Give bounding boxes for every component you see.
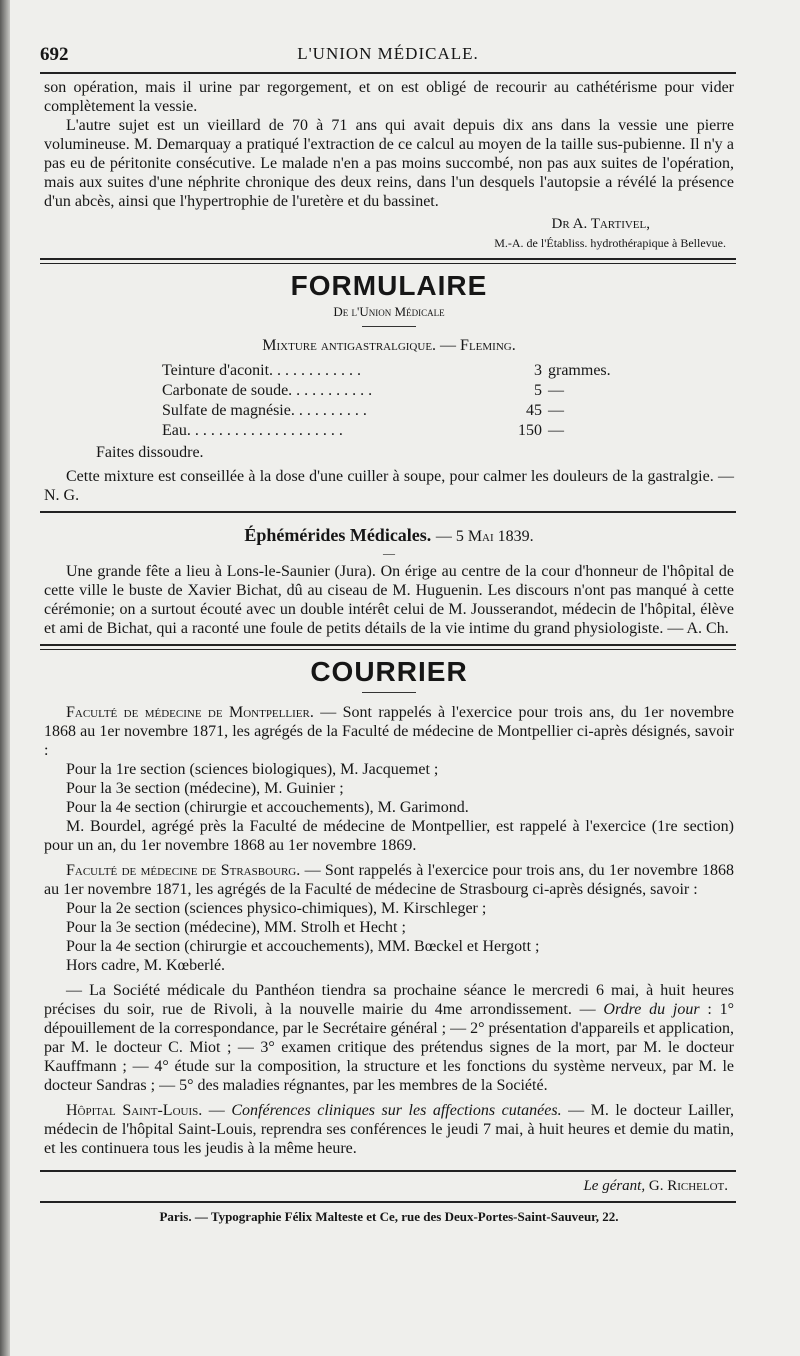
ingredient-list	[44, 361, 734, 441]
hopital-paragraph	[44, 1101, 734, 1158]
strasbourg-list-item: Pour la 4e section (chirurgie et accouchements), MM. Bœckel et Hergott ;	[66, 938, 540, 955]
ephemerides-date: — 5 Mai 1839.	[435, 528, 534, 545]
strasbourg-text: — Sont rappelés à l'exercice pour trois ans, du 1er novembre 1868 au 1er novembre 1871, les agrégés de la Faculté de médecine de Strasbourg ci-après désignés, savoir :	[44, 862, 734, 898]
pantheon-paragraph	[44, 981, 734, 1095]
ephemerides-separator: —	[383, 546, 395, 560]
courrier-title: COURRIER	[310, 656, 468, 687]
formulaire-section	[44, 270, 734, 505]
ingredient-unit: —	[548, 402, 564, 419]
ingredient-name: Sulfate de magnésie. . . . . . . . . .	[162, 402, 367, 419]
ingredient-qty: 45	[526, 402, 542, 419]
ingredient-row	[44, 421, 734, 441]
page-header	[40, 38, 736, 74]
hopital-separator: —	[202, 1102, 232, 1119]
hopital-heading: Hôpital Saint-Louis.	[66, 1102, 203, 1119]
recipe-instruction: Faites dissoudre.	[96, 444, 204, 461]
pantheon-rest: : 1° dépouillement de la correspondance, par le Secrétaire général ; — 2° présentation d'appareils et application, par M. le docteur C. Miot ; — 3° examen critique des prétendus signes de la mort, par M. le docteur Kauffmann ; — 4° étude sur la composition, la structure et les fonctions du système nerveux, par M. le docteur Sandras ; — 5° des maladies régnantes, par les membres de la Société.	[44, 1001, 735, 1094]
author-title: M.-A. de l'Établiss. hydrothérapique à Bellevue.	[494, 236, 726, 250]
footer-divider	[40, 1170, 736, 1172]
intro-section	[44, 78, 734, 252]
short-divider	[362, 692, 416, 693]
ephemerides-heading	[44, 525, 734, 546]
pantheon-lead: — La Société médicale du Panthéon tiendra sa prochaine séance le mercredi 6 mai, à huit heures précises du soir, rue de Rivoli, à la nouvelle mairie du 4me arrondissement. —	[44, 982, 734, 1018]
strasbourg-heading: Faculté de médecine de Strasbourg.	[66, 862, 301, 879]
short-divider	[362, 326, 416, 327]
intro-paragraph-2: L'autre sujet est un vieillard de 70 à 71 ans qui avait depuis dix ans dans la vessie une pierre volumineuse. M. Demarquay a pratiqué l'extraction de ce calcul au moyen de la taille sus-pubienne. Il n'y a pas eu de péritonite consécutive. Le malade n'en a pas moins succombé, non pas aux suites de l'opération, mais aux suites d'une néphrite chronique des deux reins, dans l'un desquels l'autopsie a révélé la présence d'un abcès, ainsi que l'hypertrophie de l'uretère et du bassinet.	[44, 117, 734, 210]
running-title: L'UNION MÉDICALE.	[297, 44, 479, 63]
ephemerides-title: Éphémérides Médicales.	[244, 525, 432, 545]
montpellier-paragraph	[44, 703, 734, 760]
gerant-signature	[44, 1178, 734, 1195]
gerant-role: Le gérant,	[583, 1178, 646, 1194]
page-number: 692	[40, 44, 69, 65]
pantheon-order-label: Ordre du jour	[603, 1001, 700, 1018]
hopital-text: — M. le docteur Lailler, médecin de l'hôpital Saint-Louis, reprendra ses conférences le jeudi 7 mai, à huit heures et demie du matin, et les continuera tous les jeudis à la même heure.	[44, 1102, 735, 1157]
author-signature: Dr A. Tartivel,	[551, 216, 650, 232]
ingredient-name: Eau. . . . . . . . . . . . . . . . . . . .	[162, 422, 343, 439]
section-divider	[40, 258, 736, 264]
strasbourg-paragraph	[44, 861, 734, 899]
recipe-title: Mixture antigastralgique. — Fleming.	[262, 337, 516, 354]
ingredient-row	[44, 381, 734, 401]
strasbourg-list-item: Pour la 2e section (sciences physico-chimiques), M. Kirschleger ;	[66, 900, 487, 917]
ingredient-unit: —	[548, 382, 564, 399]
ephemerides-section	[44, 525, 734, 638]
strasbourg-list-item: Hors cadre, M. Kœberlé.	[66, 957, 226, 974]
ingredient-name: Teinture d'aconit. . . . . . . . . . . .	[162, 362, 362, 379]
bourdel-paragraph: M. Bourdel, agrégé près la Faculté de médecine de Montpellier, est rappelé à l'exercice (1re section) pour un an, du 1er novembre 1868 au 1er novembre 1869.	[44, 818, 734, 854]
ingredient-qty: 5	[534, 382, 542, 399]
montpellier-list-item: Pour la 4e section (chirurgie et accouchements), M. Garimond.	[66, 799, 469, 816]
ingredient-unit: grammes.	[548, 362, 611, 379]
ingredient-row	[44, 361, 734, 381]
ephemerides-text: Une grande fête a lieu à Lons-le-Saunier (Jura). On érige au centre de la cour d'honneur de l'hôpital de cette ville le buste de Xavier Bichat, dû au ciseau de M. Huguenin. Les discours n'ont pas manqué à cette cérémonie; on a surtout écouté avec un double intérêt celui de M. Jousserandot, médecin de l'hôpital, élève et ami de Bichat, qui a raconté une foule de petits détails de la vie intime du grand physiologiste. — A. Ch.	[44, 563, 734, 637]
ingredient-row	[44, 401, 734, 421]
montpellier-text: — Sont rappelés à l'exercice pour trois ans, du 1er novembre 1868 au 1er novembre 1871, les agrégés de la Faculté de médecine de Montpellier ci-après désignés, savoir :	[44, 704, 734, 759]
ingredient-qty: 150	[518, 422, 542, 439]
printer-imprint: Paris. — Typographie Félix Malteste et Ce, rue des Deux-Portes-Saint-Sauveur, 22.	[159, 1209, 619, 1224]
section-divider	[40, 511, 736, 513]
formulaire-title: FORMULAIRE	[290, 270, 488, 301]
recipe-note: Cette mixture est conseillée à la dose d'une cuiller à soupe, pour calmer les douleurs de la gastralgie. — N. G.	[44, 468, 734, 504]
intro-paragraph-1: son opération, mais il urine par regorgement, et on est obligé de recourir au cathétérisme pour vider complètement la vessie.	[44, 79, 734, 115]
strasbourg-list-item: Pour la 3e section (médecine), MM. Strolh et Hecht ;	[66, 919, 406, 936]
montpellier-list-item: Pour la 3e section (médecine), M. Guinier ;	[66, 780, 344, 797]
footer-divider	[40, 1201, 736, 1203]
section-divider	[40, 644, 736, 650]
formulaire-subtitle: De l'Union Médicale	[333, 304, 445, 319]
ingredient-unit: —	[548, 422, 564, 439]
montpellier-list-item: Pour la 1re section (sciences biologiques), M. Jacquemet ;	[66, 761, 439, 778]
ingredient-qty: 3	[534, 362, 542, 379]
montpellier-heading: Faculté de médecine de Montpellier.	[66, 704, 314, 721]
page-spine	[0, 0, 10, 1356]
courrier-section	[44, 656, 734, 1158]
hopital-title: Conférences cliniques sur les affections cutanées.	[231, 1102, 562, 1119]
ingredient-name: Carbonate de soude. . . . . . . . . . .	[162, 382, 373, 399]
gerant-name: G. Richelot.	[648, 1178, 728, 1194]
